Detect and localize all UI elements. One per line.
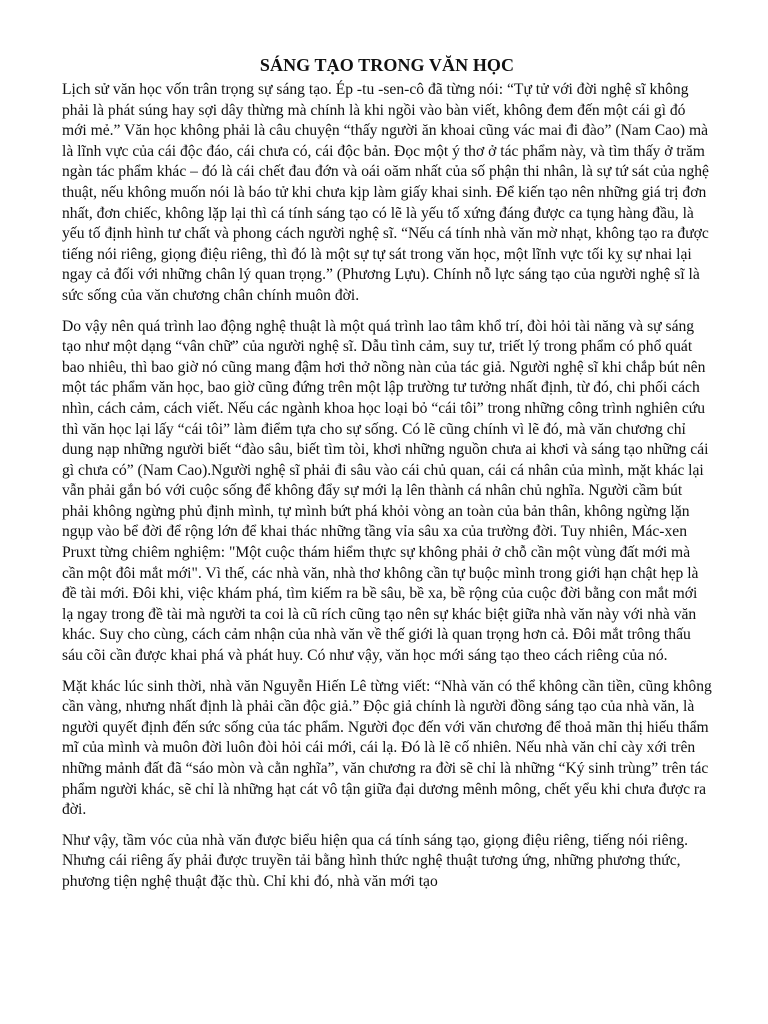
paragraph-4: Như vậy, tầm vóc của nhà văn được biểu hiện qua cá tính sáng tạo, giọng điệu riêng, tiếng nói riêng. Nhưng cái riêng ấy phải được truyền tải bằng hình thức nghệ thuật tương ứng, những phương thức, phương tiện nghệ thuật đặc thù. Chỉ khi đó, nhà văn mới tạo <box>62 831 689 890</box>
paragraph-3: Mặt khác lúc sinh thời, nhà văn Nguyễn Hiến Lê từng viết: “Nhà văn có thể không cần tiền, cũng không cần vàng, nhưng nhất định là phải cần độc giả.” Độc giả chính là người đồng sáng tạo của nhà văn, là người quyết định đến sức sống của tác phẩm. Người đọc đến với văn chương để thoả mãn thị hiếu thẩm mĩ của mình và muôn đời luôn đòi hỏi cái mới, cái lạ. Đó là lẽ cố nhiên. Nếu nhà văn chỉ cày xới trên những mảnh đất đã “sáo mòn và cằn nghĩa”, văn chương ra đời sẽ chỉ là những “Ký sinh trùng” trên tác phẩm người khác, sẽ chỉ là những hạt cát vô tận giữa đại dương mênh mông, chết yểu khi chưa được ra đời. <box>62 677 712 819</box>
paragraph-2: Do vậy nên quá trình lao động nghệ thuật là một quá trình lao tâm khổ trí, đòi hỏi tài năng và sự sáng tạo như một dạng “vân chữ” của người nghệ sĩ. Dẫu tình cảm, suy tư, triết lý trong phẩm có phổ quát bao nhiêu, thì bao giờ nó cũng mang đậm hơi thở nồng nàn của tác giả. Người nghệ sĩ khi chắp bút nên một tác phẩm văn học, bao giờ cũng đứng trên một lập trường tư tưởng nhất định, từ đó, chi phối cách nhìn, cách cảm, cách viết. Nếu các ngành khoa học loại bỏ “cái tôi” trong những công trình nghiên cứu thì văn học lại lấy “cái tôi” làm điểm tựa cho sự sống. Có lẽ cũng chính vì lẽ đó, mà văn chương chỉ dung nạp những người biết “đào sâu, biết tìm tòi, khơi những nguồn chưa ai khơi và sáng tạo những cái gì chưa có” (Nam Cao).Người nghệ sĩ phải đi sâu vào cái chủ quan, cái cá nhân của mình, mặt khác lại vẫn phải gắn bó với cuộc sống để không đẩy sự mới lạ lên thành cá nhân chủ nghĩa. Người cầm bút phải không ngừng phủ định mình, tự mình bứt phá khỏi vòng an toàn của bản thân, không ngừng lặn ngụp vào bể đời để rộng lớn để khai thác những tầng vỉa sâu xa của trường đời. Tuy nhiên, Mác-xen Pruxt từng chiêm nghiệm: "Một cuộc thám hiểm thực sự không phải ở chỗ cần một vùng đất mới mà cần một đôi mắt mới". Vì thế, các nhà văn, nhà thơ không cần tự buộc mình trong giới hạn chật hẹp là đề tài mới. Đôi khi, việc khám phá, tìm kiếm ra bề sâu, bề xa, bề rộng của cuộc đời bằng con mắt mới lạ ngay trong đề tài mà người ta coi là cũ rích cũng tạo nên sự khác biệt giữa nhà văn này với nhà văn khác. Suy cho cùng, cách cảm nhận của nhà văn về thế giới là quan trọng hơn cả. Đôi mắt trông thấu sáu cõi cần được khai phá và phát huy. Có như vậy, văn học mới sáng tạo theo cách riêng của nó. <box>62 317 709 665</box>
document-title: SÁNG TẠO TRONG VĂN HỌC <box>259 55 515 75</box>
paragraph-1: Lịch sử văn học vốn trân trọng sự sáng tạo. Ép -tu -sen-cô đã từng nói: “Tự tử với đời nghệ sĩ không phải là phát súng hay sợi dây thừng mà chính là khi ngồi vào bàn viết, không đem đến một cái gì đó mới mẻ.” Văn học không phải là câu chuyện “thấy người ăn khoai cũng vác mai đi đào” (Nam Cao) mà là lĩnh vực của cái độc đáo, cái chưa có, cái độc bản. Đọc một ý thơ ở tác phẩm này, và tìm thấy ở trăm ngàn tác phẩm khác – đó là cái chết đau đớn và oái oăm nhất của số phận thi nhân, là sự tứ sát của nghệ thuật, nếu không muốn nói là báo tử khi chưa kịp làm giấy khai sinh. Để kiến tạo nên những giá trị đơn nhất, đơn chiếc, không lặp lại thì cá tính sáng tạo có lẽ là yếu tố xứng đáng được ca tụng hàng đầu, là yếu tố định hình tư chất và phong cách người nghệ sĩ. “Nếu cá tính nhà văn mờ nhạt, không tạo ra được tiếng nói riêng, giọng điệu riêng, thì đó là một sự tự sát trong văn học, một lĩnh vực tối kỵ sự nhai lại ngay cả đối với những chân lý quan trọng.” (Phương Lựu). Chính nỗ lực sáng tạo của người nghệ sĩ là sức sống của văn chương chân chính muôn đời. <box>62 81 709 304</box>
